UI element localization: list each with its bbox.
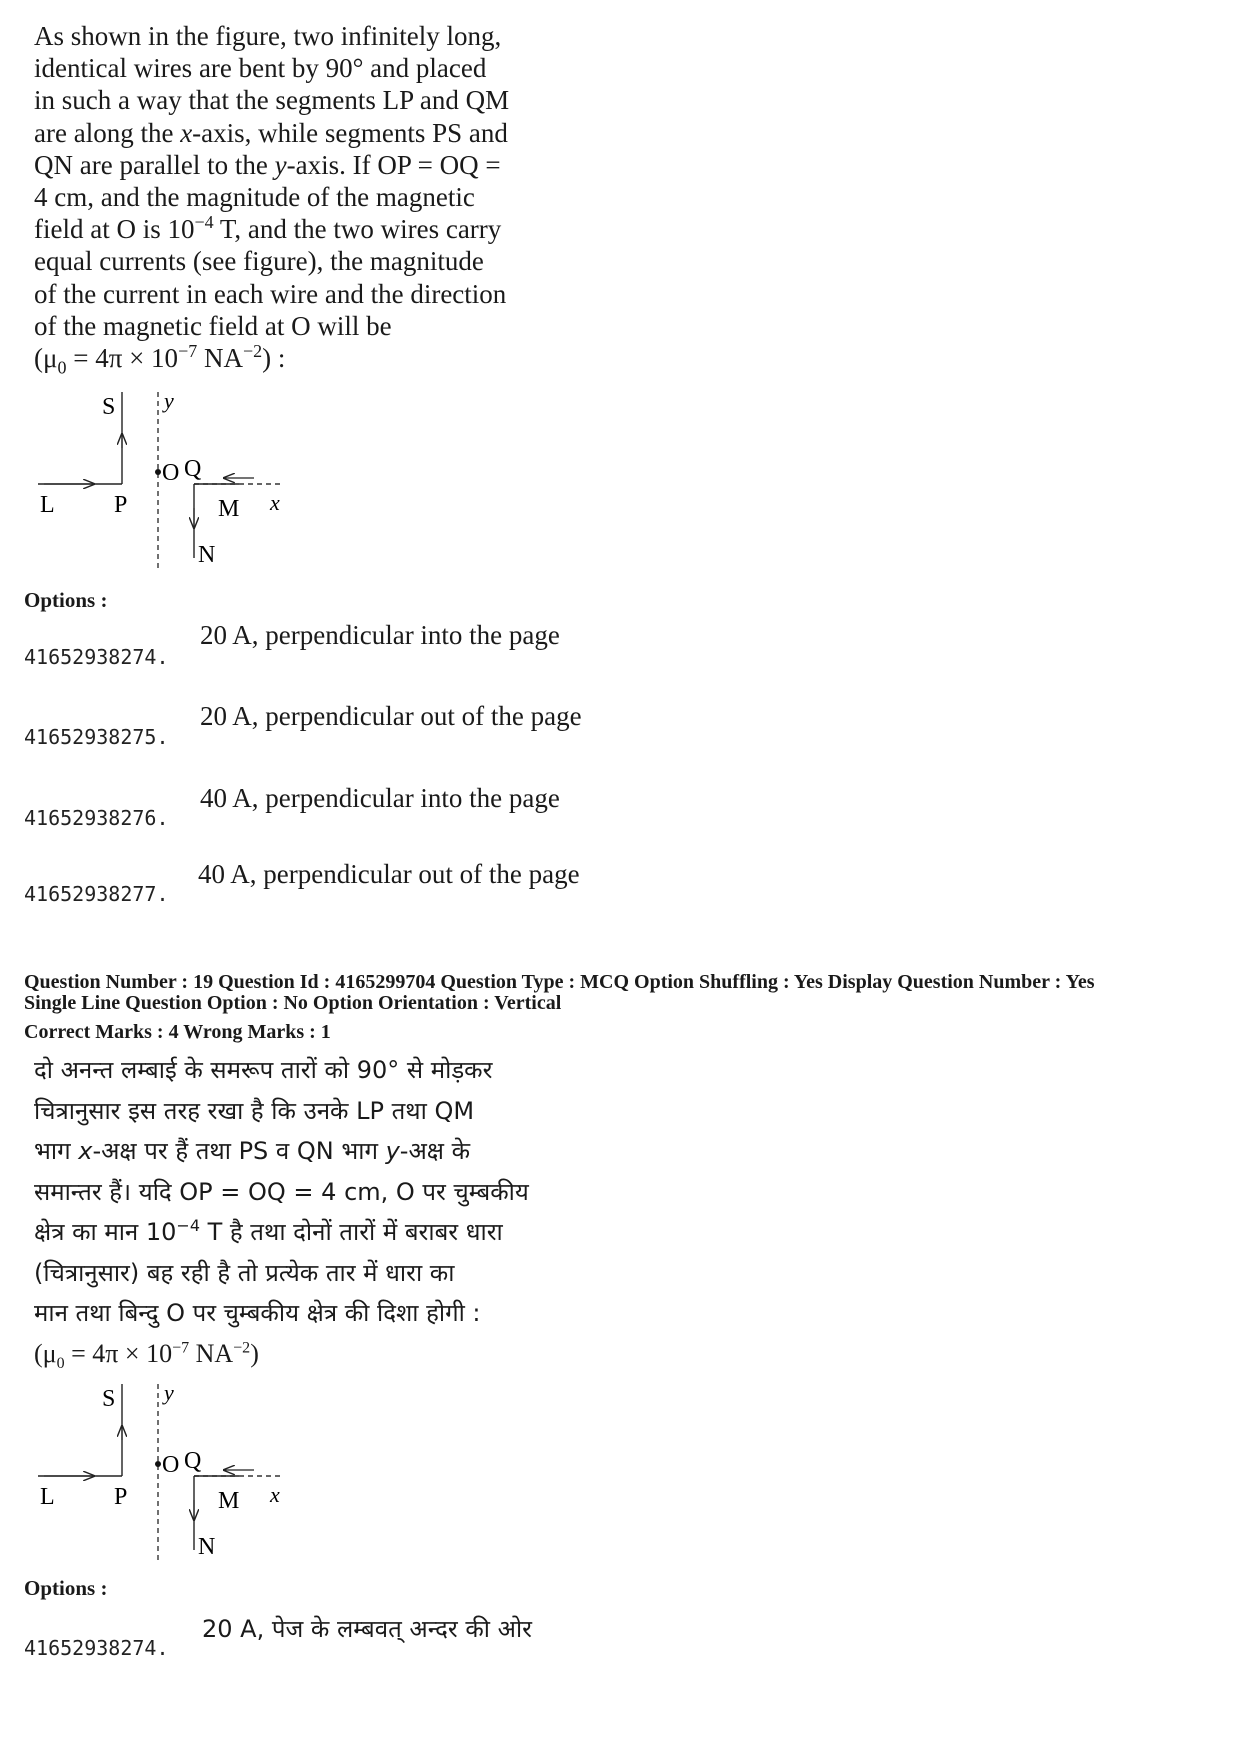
label-x: x [270,1482,280,1507]
stem-line: of the magnetic field at O will be [34,310,392,341]
options-label: Options : [24,588,108,612]
option-text[interactable]: 20 A, पेज के लम्बवत् अन्दर की ओर [202,1615,532,1643]
wire-figure [34,388,294,568]
option-id: 41652938276. [24,806,169,830]
question-18-stem [34,20,539,378]
stem-line: in such a way that the segments LP and QM [34,85,510,116]
label-x: x [270,490,280,515]
constant-expression: ($\mu_0 = 4\pi \times 10^{-7}$ $NA^{-2}$) : [34,341,286,378]
label-M: M [218,496,240,522]
stem-line: (चित्रानुसार) बह रही है तो प्रत्येक तार में धारा का [34,1258,455,1287]
label-S: S [102,1386,116,1412]
option-id: 41652938274. [24,1636,169,1660]
option-id: 41652938274. [24,645,169,669]
option-text[interactable]: 20 A, perpendicular into the page [200,620,560,650]
constant-expression: ($\mu_0 = 4\pi \times 10^{-7}$ $NA^{-2}$) [34,1338,259,1372]
option-text[interactable]: 40 A, perpendicular into the page [200,783,560,813]
stem-line: भाग x-अक्ष पर हैं तथा PS व QN भाग y-अक्ष के [34,1137,471,1165]
option-id: 41652938277. [24,882,169,906]
stem-line: field at O is $10^{-4}$ T, and the two wires carry [34,212,502,245]
stem-line: चित्रानुसार इस तरह रखा है कि उनके LP तथा QM [34,1096,475,1125]
option-text[interactable]: 20 A, perpendicular out of the page [200,701,582,731]
stem-line: समान्तर हैं। यदि OP = OQ = 4 cm, O पर चुम्बकीय [34,1177,529,1206]
marks-meta: Correct Marks : 4 Wrong Marks : 1 [24,1021,331,1043]
label-N: N [198,542,216,568]
question-19-stem [34,1050,544,1374]
stem-line: क्षेत्र का मान $10^{-4}$ T है तथा दोनों तारों में बराबर धारा [34,1216,503,1246]
option-id: 41652938275. [24,725,169,749]
stem-line: 4 cm, and the magnitude of the magnetic [34,182,475,213]
label-M: M [218,1488,240,1514]
label-O: O [162,1452,180,1478]
stem-line: QN are parallel to the y-axis. If OP = OQ = [34,149,501,180]
label-L: L [40,492,55,518]
label-Q: Q [184,456,202,482]
label-P: P [114,1484,128,1510]
label-Q: Q [184,1448,202,1474]
wire-figure-hindi [34,1380,294,1560]
label-N: N [198,1534,216,1560]
stem-line: of the current in each wire and the direction [34,278,507,309]
question-meta: Single Line Question Option : No Option Orientation : Vertical [24,992,562,1014]
stem-line: दो अनन्त लम्बाई के समरूप तारों को 90° से मोड़कर [34,1056,493,1084]
stem-line: identical wires are bent by 90° and placed [34,53,487,84]
stem-line: equal currents (see figure), the magnitude [34,246,484,277]
options-label: Options : [24,1576,108,1600]
label-P: P [114,492,128,518]
option-text[interactable]: 40 A, perpendicular out of the page [198,859,580,889]
label-L: L [40,1484,55,1510]
stem-line: As shown in the figure, two infinitely long, [34,21,502,51]
label-y: y [164,1380,174,1405]
label-y: y [164,388,174,413]
label-S: S [102,394,116,420]
question-meta: Question Number : 19 Question Id : 4165299704 Question Type : MCQ Option Shuffling : Yes Display Question Number : Yes [24,971,1095,993]
stem-line: are along the x-axis, while segments PS and [34,117,508,148]
label-O: O [162,460,180,486]
stem-line: मान तथा बिन्दु O पर चुम्बकीय क्षेत्र की दिशा होगी : [34,1299,481,1327]
